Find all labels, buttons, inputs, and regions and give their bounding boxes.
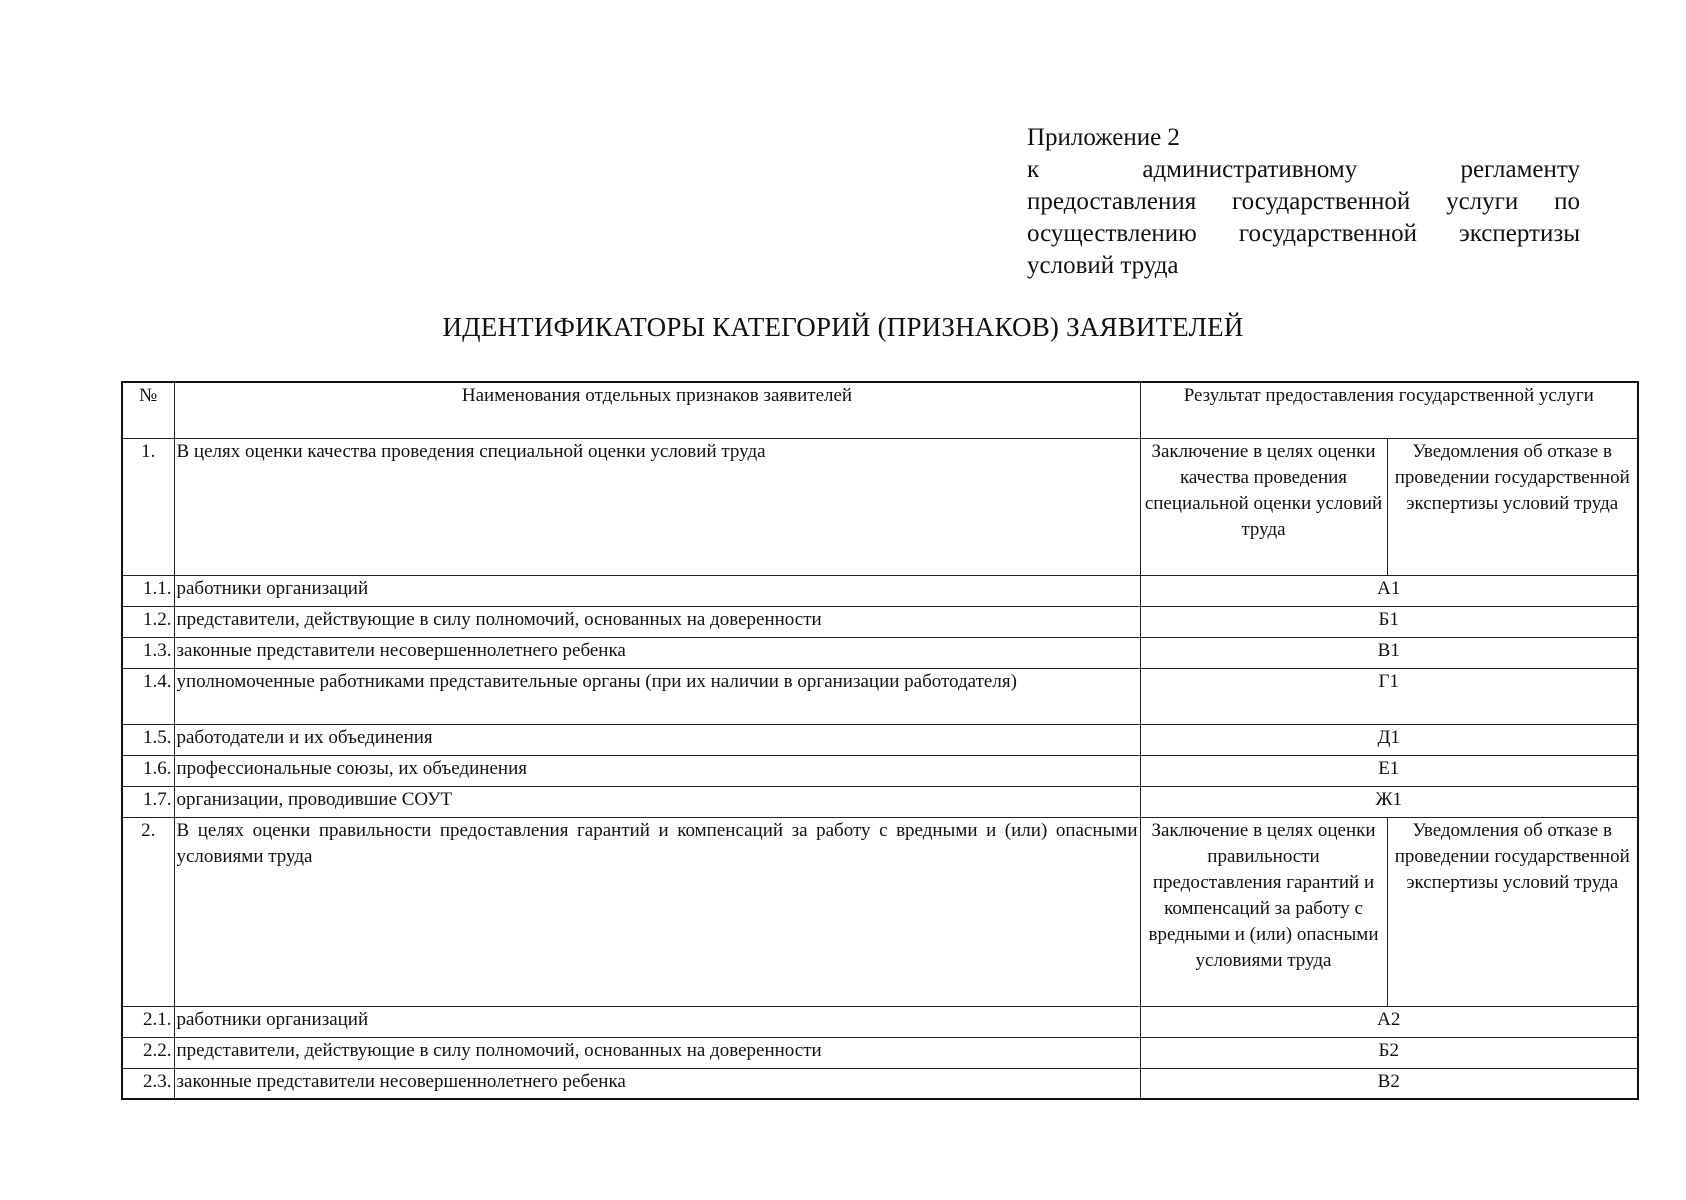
row-text: представители, действующие в силу полномочий, основанных на доверенности — [174, 1037, 1140, 1068]
row-code: В2 — [1140, 1068, 1638, 1099]
appendix-header — [1027, 122, 1580, 282]
section-1-row — [122, 438, 1638, 575]
section-2-num: 2. — [122, 817, 174, 1006]
row-num: 2.3. — [122, 1068, 174, 1099]
header-num: № — [122, 382, 174, 438]
row-code: Г1 — [1140, 668, 1638, 724]
row-num: 1.2. — [122, 606, 174, 637]
section-2-result-refusal: Уведомления об отказе в проведении государственной экспертизы условий труда — [1387, 817, 1638, 1006]
section-1-num: 1. — [122, 438, 174, 575]
identifiers-table — [121, 381, 1639, 1100]
section-1-text: В целях оценки качества проведения специальной оценки условий труда — [174, 438, 1140, 575]
row-code: Б1 — [1140, 606, 1638, 637]
row-text: законные представители несовершеннолетнего ребенка — [174, 637, 1140, 668]
table-row — [122, 1006, 1638, 1037]
row-text: профессиональные союзы, их объединения — [174, 755, 1140, 786]
table-row — [122, 637, 1638, 668]
table-row — [122, 755, 1638, 786]
header-name: Наименования отдельных признаков заявителей — [174, 382, 1140, 438]
section-2-result-conclusion: Заключение в целях оценки правильности предоставления гарантий и компенсаций за работу с вредными и (или) опасными условиями труда — [1140, 817, 1387, 1006]
row-text: работники организаций — [174, 1006, 1140, 1037]
header-result: Результат предоставления государственной услуги — [1140, 382, 1638, 438]
table-row — [122, 786, 1638, 817]
section-1-result-conclusion: Заключение в целях оценки качества проведения специальной оценки условий труда — [1140, 438, 1387, 575]
appendix-line-3: предоставления государственной услуги по осуществлению государственной экспертизы условий труда — [1027, 188, 1580, 279]
row-text: работники организаций — [174, 575, 1140, 606]
section-2-row — [122, 817, 1638, 1006]
row-num: 2.1. — [122, 1006, 174, 1037]
row-code: В1 — [1140, 637, 1638, 668]
row-code: Е1 — [1140, 755, 1638, 786]
row-num: 1.4. — [122, 668, 174, 724]
table-row — [122, 1037, 1638, 1068]
table-row — [122, 668, 1638, 724]
row-code: Б2 — [1140, 1037, 1638, 1068]
row-text: представители, действующие в силу полномочий, основанных на доверенности — [174, 606, 1140, 637]
row-num: 2.2. — [122, 1037, 174, 1068]
appendix-regulation: административному регламенту — [1142, 156, 1580, 183]
appendix-number: Приложение 2 — [1027, 124, 1180, 151]
row-code: Ж1 — [1140, 786, 1638, 817]
appendix-k: к — [1027, 156, 1040, 183]
row-text: организации, проводившие СОУТ — [174, 786, 1140, 817]
row-text: законные представители несовершеннолетнего ребенка — [174, 1068, 1140, 1099]
section-2-text: В целях оценки правильности предоставления гарантий и компенсаций за работу с вредными и (или) опасными условиями труда — [174, 817, 1140, 1006]
row-num: 1.6. — [122, 755, 174, 786]
row-text: работодатели и их объединения — [174, 724, 1140, 755]
row-text: уполномоченные работниками представительные органы (при их наличии в организации работодателя) — [174, 668, 1140, 724]
section-1-result-refusal: Уведомления об отказе в проведении государственной экспертизы условий труда — [1387, 438, 1638, 575]
row-code: А1 — [1140, 575, 1638, 606]
row-num: 1.5. — [122, 724, 174, 755]
table-row — [122, 724, 1638, 755]
document-title: ИДЕНТИФИКАТОРЫ КАТЕГОРИЙ (ПРИЗНАКОВ) ЗАЯВИТЕЛЕЙ — [442, 312, 1244, 342]
row-num: 1.7. — [122, 786, 174, 817]
table-row — [122, 606, 1638, 637]
table-header-row — [122, 382, 1638, 438]
row-code: А2 — [1140, 1006, 1638, 1037]
row-num: 1.1. — [122, 575, 174, 606]
appendix-line-2 — [1027, 154, 1580, 186]
table-row — [122, 575, 1638, 606]
table-row — [122, 1068, 1638, 1099]
row-code: Д1 — [1140, 724, 1638, 755]
row-num: 1.3. — [122, 637, 174, 668]
